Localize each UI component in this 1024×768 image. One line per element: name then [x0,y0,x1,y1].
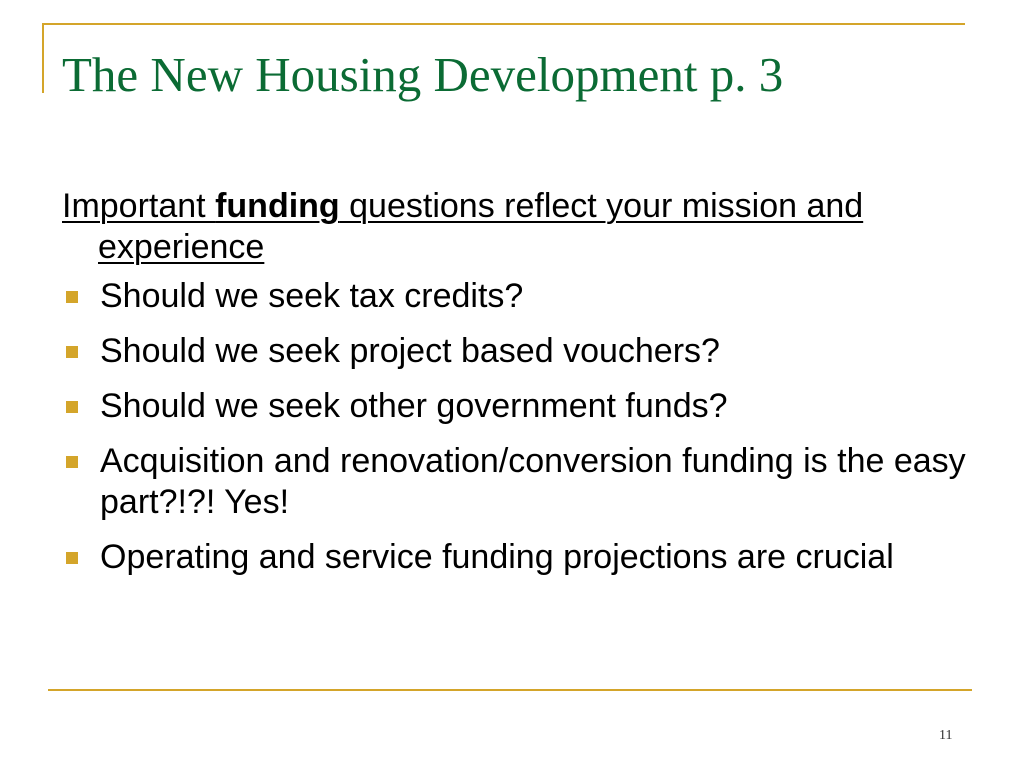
list-item [62,276,982,317]
slide-body [62,186,982,592]
list-item-text: Acquisition and renovation/conversion funding is the easy part?!?! Yes! [100,442,966,521]
square-bullet-icon [66,456,78,468]
square-bullet-icon [66,552,78,564]
list-item [62,537,982,578]
top-divider [42,23,965,25]
list-item-text: Should we seek tax credits? [100,277,524,315]
list-item-text: Should we seek project based vouchers? [100,332,720,370]
lead-text-after: questions reflect your mission and experience [98,187,864,266]
list-item [62,331,982,372]
lead-text-before: Important [62,187,216,225]
list-item [62,386,982,427]
page-number: 11 [939,728,953,743]
slide-title: The New Housing Development p. 3 [62,47,784,102]
list-item-text: Operating and service funding projections are crucial [100,538,894,576]
square-bullet-icon [66,291,78,303]
square-bullet-icon [66,401,78,413]
bottom-divider [48,689,972,691]
list-item [62,441,982,523]
lead-emphasis: funding [215,187,340,225]
bullet-list [62,276,982,578]
list-item-text: Should we seek other government funds? [100,387,728,425]
left-divider [42,23,44,93]
square-bullet-icon [66,346,78,358]
lead-paragraph [62,186,982,268]
